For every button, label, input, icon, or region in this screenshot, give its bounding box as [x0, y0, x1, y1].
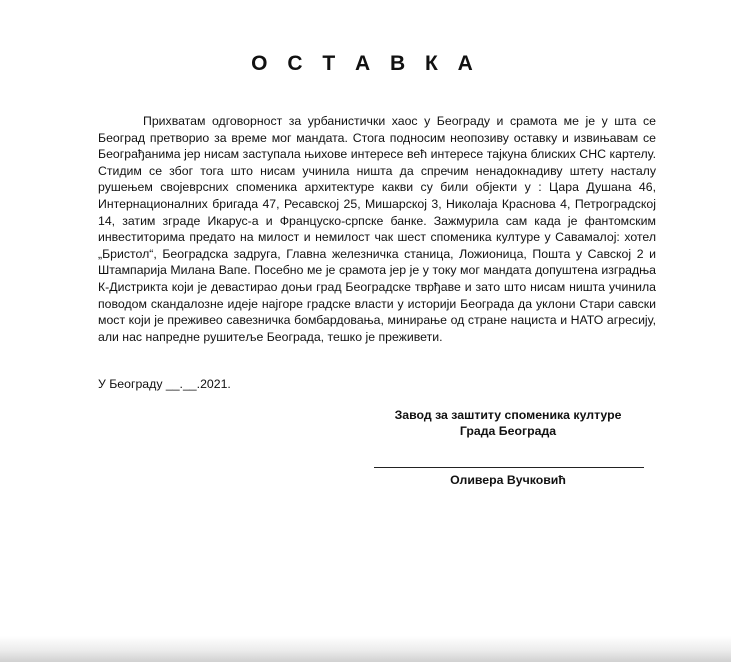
institution-name-line-1: Завод за заштиту споменика културе [394, 408, 622, 422]
resignation-body-paragraph: Прихватам одговорност за урбанистички хаос у Београду и срамота ме је у шта се Београд претворио за време мог мандата. Стога подносим неопозиву оставку и извињавам се Београђанима јер нисам заступала њихове интересе већ интересе тајкуна блиских СНС картелу. Стидим се због тога што нисам учинила ништа да спречим ненадокнадиву штету насталу рушењем својеврсних споменика архитектуре какви су били објекти у : Цара Душана 46, Интернационалних бригада 47, Ресавској 25, Мишарској 3, Николаја Краснова 4, Петроградској 14, затим зграде Икарус-а и Француско-српске банке. Зажмурила сам када је фантомским инвеститорима предато на милост и немилост чак шест споменика културе у Савамалој: хотел „Бристол“, Београдска задруга, Главна железничка станица, Ложионица, Пошта у Савској 2 и Штампарија Милана Вапе. Посебно ме је срамота јер је у току мог мандата допуштена изградња К-Дистрикта који је девастирао доњи град Београдске тврђаве и зато што нисам ништа учинила поводом скандалозне идеје најгоре градске власти у историји Београда да уклони Стари савски мост који је преживео савезничка бомбардовања, минирање од стране нациста и НАТО агресију, али нас напредне рушитеље Београда, тешко је преживети. [98, 114, 656, 344]
page-edge-shadow [0, 636, 731, 662]
document-title: О С Т А В К А [251, 52, 480, 75]
place-and-date: У Београду __.__.2021. [98, 377, 231, 391]
signer-name: Оливера Вучковић [450, 473, 566, 487]
signature-line [374, 467, 644, 468]
institution-name-line-2: Града Београда [459, 424, 557, 438]
institution-block [372, 407, 644, 439]
